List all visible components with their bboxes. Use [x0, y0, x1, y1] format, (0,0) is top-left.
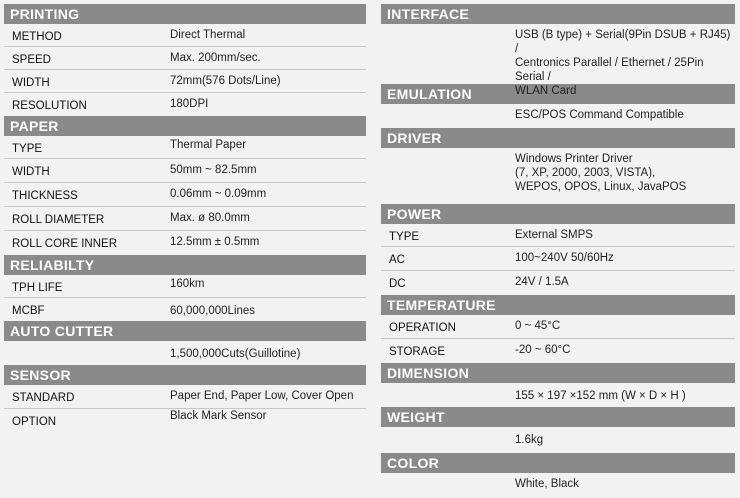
spec-row — [381, 224, 735, 247]
spec-value: 50mm ~ 82.5mm — [170, 164, 257, 176]
spec-row — [381, 148, 735, 204]
spec-label — [381, 473, 515, 497]
spec-label: TYPE — [389, 231, 420, 243]
spec-label — [4, 341, 170, 365]
spec-row — [381, 427, 735, 453]
spec-label: OPTION — [12, 416, 57, 428]
spec-row — [4, 341, 366, 365]
spec-label: ROLL DIAMETER — [12, 214, 105, 226]
spec-value: External SMPS — [515, 229, 593, 241]
spec-label — [381, 24, 515, 84]
spec-value: 60,000,000Lines — [170, 305, 256, 317]
spec-row — [381, 104, 735, 128]
spec-value: USB (B type) + Serial(9Pin DSUB + RJ45) / Centronics Parallel / Ethernet / 25Pin Serial / WLAN Card — [515, 29, 731, 97]
section-dimension — [381, 363, 735, 407]
spec-value: 160km — [170, 278, 205, 290]
spec-label — [381, 148, 515, 204]
spec-value: Thermal Paper — [170, 139, 247, 151]
spec-value: 155 × 197 ×152 mm (W × D × H ) — [515, 390, 686, 402]
spec-value: Windows Printer Driver (7, XP, 2000, 2003, VISTA), WEPOS, OPOS, Linux, JavaPOS — [515, 153, 687, 193]
section-sensor — [4, 365, 366, 433]
spec-value: 24V / 1.5A — [515, 276, 569, 288]
spec-row — [4, 275, 366, 298]
section-header: AUTO CUTTER — [4, 321, 366, 341]
section-header: COLOR — [381, 453, 735, 473]
spec-label: OPERATION — [389, 322, 456, 334]
spec-row — [4, 70, 366, 93]
spec-label: METHOD — [12, 31, 62, 43]
section-header: DIMENSION — [381, 363, 735, 383]
spec-label: THICKNESS — [12, 190, 78, 202]
spec-value: ESC/POS Command Compatible — [515, 109, 684, 121]
spec-label: RESOLUTION — [12, 100, 87, 112]
spec-label — [381, 427, 515, 453]
spec-row — [381, 383, 735, 407]
spec-row — [4, 298, 366, 321]
spec-value: 0 ~ 45°C — [515, 320, 561, 332]
spec-label: WIDTH — [12, 77, 50, 89]
spec-row — [4, 207, 366, 231]
spec-row — [4, 159, 366, 183]
section-driver — [381, 128, 735, 204]
section-header: RELIABILTY — [4, 255, 366, 275]
spec-value: 1.6kg — [515, 434, 544, 446]
spec-row — [4, 385, 366, 409]
section-auto-cutter — [4, 321, 366, 365]
spec-label: MCBF — [12, 305, 45, 317]
spec-value: 0.06mm ~ 0.09mm — [170, 188, 267, 200]
section-header: EMULATION — [381, 84, 735, 104]
spec-label: AC — [389, 254, 405, 266]
spec-value: Black Mark Sensor — [170, 410, 267, 422]
spec-row — [381, 247, 735, 271]
spec-value: 100~240V 50/60Hz — [515, 252, 614, 264]
spec-row — [381, 271, 735, 295]
section-header: TEMPERATURE — [381, 295, 735, 315]
spec-value: White, Black — [515, 478, 579, 490]
spec-row — [381, 473, 735, 497]
spec-column-right — [381, 4, 735, 497]
spec-row — [4, 93, 366, 116]
spec-value: Direct Thermal — [170, 29, 246, 41]
spec-row — [4, 47, 366, 70]
section-header: SENSOR — [4, 365, 366, 385]
spec-value: 12.5mm ± 0.5mm — [170, 236, 260, 248]
spec-value: -20 ~ 60°C — [515, 344, 571, 356]
section-header: WEIGHT — [381, 407, 735, 427]
section-power — [381, 204, 735, 295]
spec-label: TPH LIFE — [12, 282, 63, 294]
spec-value: Paper End, Paper Low, Cover Open — [170, 390, 354, 402]
spec-label: SPEED — [12, 54, 51, 66]
spec-value: 180DPI — [170, 98, 209, 110]
spec-row — [4, 136, 366, 159]
section-header: POWER — [381, 204, 735, 224]
spec-value: 72mm(576 Dots/Line) — [170, 75, 281, 87]
spec-row — [4, 409, 366, 433]
section-header: PAPER — [4, 116, 366, 136]
spec-label: STANDARD — [12, 392, 75, 404]
spec-value: Max. 200mm/sec. — [170, 52, 261, 64]
spec-value: Max. ø 80.0mm — [170, 212, 250, 224]
spec-row — [381, 315, 735, 339]
spec-value: 1,500,000Cuts(Guillotine) — [170, 348, 301, 360]
section-header: DRIVER — [381, 128, 735, 148]
spec-label: TYPE — [12, 143, 43, 155]
section-weight — [381, 407, 735, 453]
section-printing — [4, 4, 366, 116]
section-reliabilty — [4, 255, 366, 321]
section-color — [381, 453, 735, 497]
spec-row — [381, 339, 735, 363]
spec-row — [4, 183, 366, 207]
section-temperature — [381, 295, 735, 363]
section-header: PRINTING — [4, 4, 366, 24]
spec-row — [4, 24, 366, 47]
section-header: INTERFACE — [381, 4, 735, 24]
spec-label — [381, 383, 515, 407]
spec-column-left — [4, 4, 366, 433]
spec-label — [381, 104, 515, 128]
spec-label: ROLL CORE INNER — [12, 238, 118, 250]
spec-row — [4, 231, 366, 255]
section-paper — [4, 116, 366, 255]
spec-label: DC — [389, 278, 406, 290]
spec-label: WIDTH — [12, 166, 50, 178]
spec-label: STORAGE — [389, 346, 446, 358]
